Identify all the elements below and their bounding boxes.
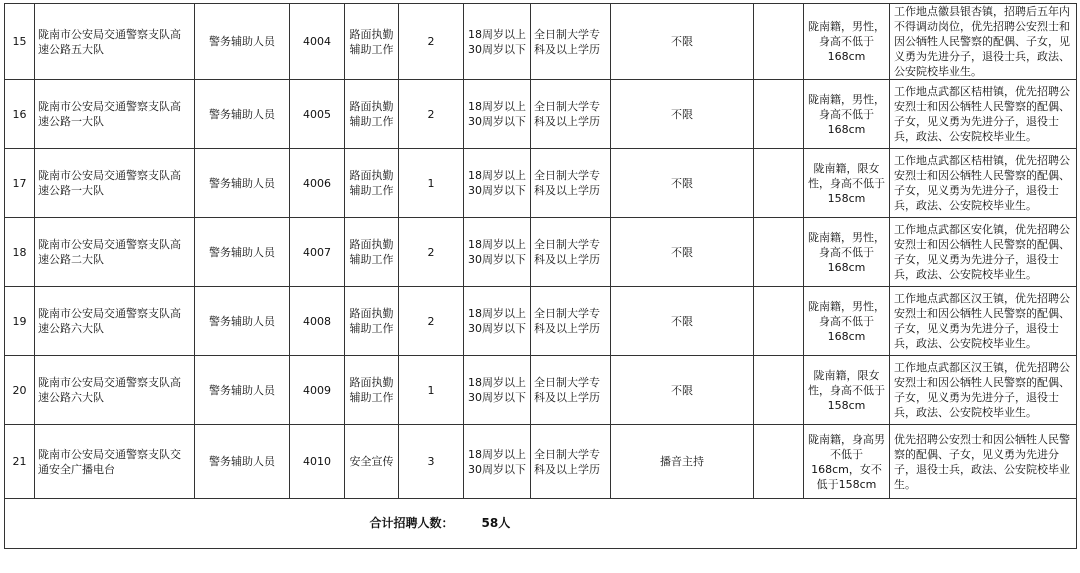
requirement-cell: 陇南籍，限女性，身高不低于158cm bbox=[804, 356, 890, 425]
unit-cell: 陇南市公安局交通警察支队高速公路一大队 bbox=[35, 80, 195, 149]
education-cell: 全日制大学专科及以上学历 bbox=[531, 218, 611, 287]
major-cell: 不限 bbox=[611, 287, 754, 356]
other-cell bbox=[754, 4, 804, 80]
remark-cell: 工作地点武都区桔柑镇，优先招聘公安烈士和因公牺牲人民警察的配偶、子女，见义勇为先进分子，退役士兵，政法、公安院校毕业生。 bbox=[890, 149, 1077, 218]
major-cell: 不限 bbox=[611, 356, 754, 425]
unit-cell: 陇南市公安局交通警察支队交通安全广播电台 bbox=[35, 425, 195, 499]
major-cell: 不限 bbox=[611, 4, 754, 80]
remark-cell: 工作地点武都区桔柑镇，优先招聘公安烈士和因公牺牲人民警察的配偶、子女，见义勇为先进分子，退役士兵，政法、公安院校毕业生。 bbox=[890, 80, 1077, 149]
duty-cell: 安全宣传 bbox=[345, 425, 399, 499]
requirement-cell: 陇南籍，身高男不低于168cm，女不低于158cm bbox=[804, 425, 890, 499]
unit-cell: 陇南市公安局交通警察支队高速公路五大队 bbox=[35, 4, 195, 80]
requirement-cell: 陇南籍，男性，身高不低于168cm bbox=[804, 80, 890, 149]
requirement-cell: 陇南籍，男性，身高不低于168cm bbox=[804, 4, 890, 80]
requirement-cell: 陇南籍，男性，身高不低于168cm bbox=[804, 218, 890, 287]
age-cell: 18周岁以上30周岁以下 bbox=[464, 149, 531, 218]
other-cell bbox=[754, 149, 804, 218]
age-cell: 18周岁以上30周岁以下 bbox=[464, 218, 531, 287]
unit-cell: 陇南市公安局交通警察支队高速公路六大队 bbox=[35, 287, 195, 356]
position-cell: 警务辅助人员 bbox=[195, 287, 290, 356]
hire-count-cell: 2 bbox=[399, 218, 464, 287]
table-row bbox=[5, 4, 1077, 80]
duty-cell: 路面执勤辅助工作 bbox=[345, 80, 399, 149]
other-cell bbox=[754, 356, 804, 425]
other-cell bbox=[754, 218, 804, 287]
education-cell: 全日制大学专科及以上学历 bbox=[531, 4, 611, 80]
age-cell: 18周岁以上30周岁以下 bbox=[464, 4, 531, 80]
major-cell: 不限 bbox=[611, 218, 754, 287]
hire-count-cell: 2 bbox=[399, 80, 464, 149]
table-row bbox=[5, 80, 1077, 149]
total-label: 合计招聘人数： bbox=[5, 499, 464, 549]
remark-cell: 工作地点徽县银杏镇，招聘后五年内不得调动岗位，优先招聘公安烈士和因公牺牲人民警察的配偶、子女，见义勇为先进分子，退役士兵，政法、公安院校毕业生。 bbox=[890, 4, 1077, 80]
other-cell bbox=[754, 425, 804, 499]
duty-cell: 路面执勤辅助工作 bbox=[345, 356, 399, 425]
recruitment-table-container bbox=[4, 3, 1076, 569]
education-cell: 全日制大学专科及以上学历 bbox=[531, 80, 611, 149]
row-number-cell: 18 bbox=[5, 218, 35, 287]
position-code-cell: 4007 bbox=[290, 218, 345, 287]
remark-cell: 工作地点武都区汉王镇，优先招聘公安烈士和因公牺牲人民警察的配偶、子女，见义勇为先进分子，退役士兵，政法、公安院校毕业生。 bbox=[890, 287, 1077, 356]
recruitment-table bbox=[4, 3, 1077, 549]
position-cell: 警务辅助人员 bbox=[195, 425, 290, 499]
table-row bbox=[5, 218, 1077, 287]
duty-cell: 路面执勤辅助工作 bbox=[345, 218, 399, 287]
position-code-cell: 4005 bbox=[290, 80, 345, 149]
requirement-cell: 陇南籍，限女性，身高不低于158cm bbox=[804, 149, 890, 218]
row-number-cell: 17 bbox=[5, 149, 35, 218]
row-number-cell: 16 bbox=[5, 80, 35, 149]
other-cell bbox=[754, 287, 804, 356]
age-cell: 18周岁以上30周岁以下 bbox=[464, 287, 531, 356]
education-cell: 全日制大学专科及以上学历 bbox=[531, 287, 611, 356]
position-code-cell: 4009 bbox=[290, 356, 345, 425]
education-cell: 全日制大学专科及以上学历 bbox=[531, 425, 611, 499]
hire-count-cell: 1 bbox=[399, 149, 464, 218]
row-number-cell: 19 bbox=[5, 287, 35, 356]
position-code-cell: 4008 bbox=[290, 287, 345, 356]
position-cell: 警务辅助人员 bbox=[195, 4, 290, 80]
total-row bbox=[5, 499, 1077, 549]
position-code-cell: 4010 bbox=[290, 425, 345, 499]
age-cell: 18周岁以上30周岁以下 bbox=[464, 80, 531, 149]
position-cell: 警务辅助人员 bbox=[195, 149, 290, 218]
table-row bbox=[5, 149, 1077, 218]
major-cell: 不限 bbox=[611, 80, 754, 149]
remark-cell: 优先招聘公安烈士和因公牺牲人民警察的配偶、子女，见义勇为先进分子，退役士兵，政法、公安院校毕业生。 bbox=[890, 425, 1077, 499]
hire-count-cell: 1 bbox=[399, 356, 464, 425]
education-cell: 全日制大学专科及以上学历 bbox=[531, 356, 611, 425]
major-cell: 不限 bbox=[611, 149, 754, 218]
table-row bbox=[5, 356, 1077, 425]
age-cell: 18周岁以上30周岁以下 bbox=[464, 425, 531, 499]
position-cell: 警务辅助人员 bbox=[195, 218, 290, 287]
education-cell: 全日制大学专科及以上学历 bbox=[531, 149, 611, 218]
row-number-cell: 15 bbox=[5, 4, 35, 80]
unit-cell: 陇南市公安局交通警察支队高速公路二大队 bbox=[35, 218, 195, 287]
table-row bbox=[5, 425, 1077, 499]
other-cell bbox=[754, 80, 804, 149]
hire-count-cell: 2 bbox=[399, 287, 464, 356]
duty-cell: 路面执勤辅助工作 bbox=[345, 287, 399, 356]
position-cell: 警务辅助人员 bbox=[195, 80, 290, 149]
position-cell: 警务辅助人员 bbox=[195, 356, 290, 425]
hire-count-cell: 3 bbox=[399, 425, 464, 499]
position-code-cell: 4006 bbox=[290, 149, 345, 218]
remark-cell: 工作地点武都区安化镇，优先招聘公安烈士和因公牺牲人民警察的配偶、子女，见义勇为先进分子，退役士兵，政法、公安院校毕业生。 bbox=[890, 218, 1077, 287]
position-code-cell: 4004 bbox=[290, 4, 345, 80]
row-number-cell: 20 bbox=[5, 356, 35, 425]
duty-cell: 路面执勤辅助工作 bbox=[345, 4, 399, 80]
hire-count-cell: 2 bbox=[399, 4, 464, 80]
remark-cell: 工作地点武都区汉王镇，优先招聘公安烈士和因公牺牲人民警察的配偶、子女，见义勇为先进分子，退役士兵，政法、公安院校毕业生。 bbox=[890, 356, 1077, 425]
requirement-cell: 陇南籍，男性，身高不低于168cm bbox=[804, 287, 890, 356]
duty-cell: 路面执勤辅助工作 bbox=[345, 149, 399, 218]
unit-cell: 陇南市公安局交通警察支队高速公路六大队 bbox=[35, 356, 195, 425]
table-row bbox=[5, 287, 1077, 356]
table-body bbox=[5, 4, 1077, 549]
unit-cell: 陇南市公安局交通警察支队高速公路一大队 bbox=[35, 149, 195, 218]
total-value: 58人 bbox=[464, 499, 1077, 549]
age-cell: 18周岁以上30周岁以下 bbox=[464, 356, 531, 425]
major-cell: 播音主持 bbox=[611, 425, 754, 499]
row-number-cell: 21 bbox=[5, 425, 35, 499]
